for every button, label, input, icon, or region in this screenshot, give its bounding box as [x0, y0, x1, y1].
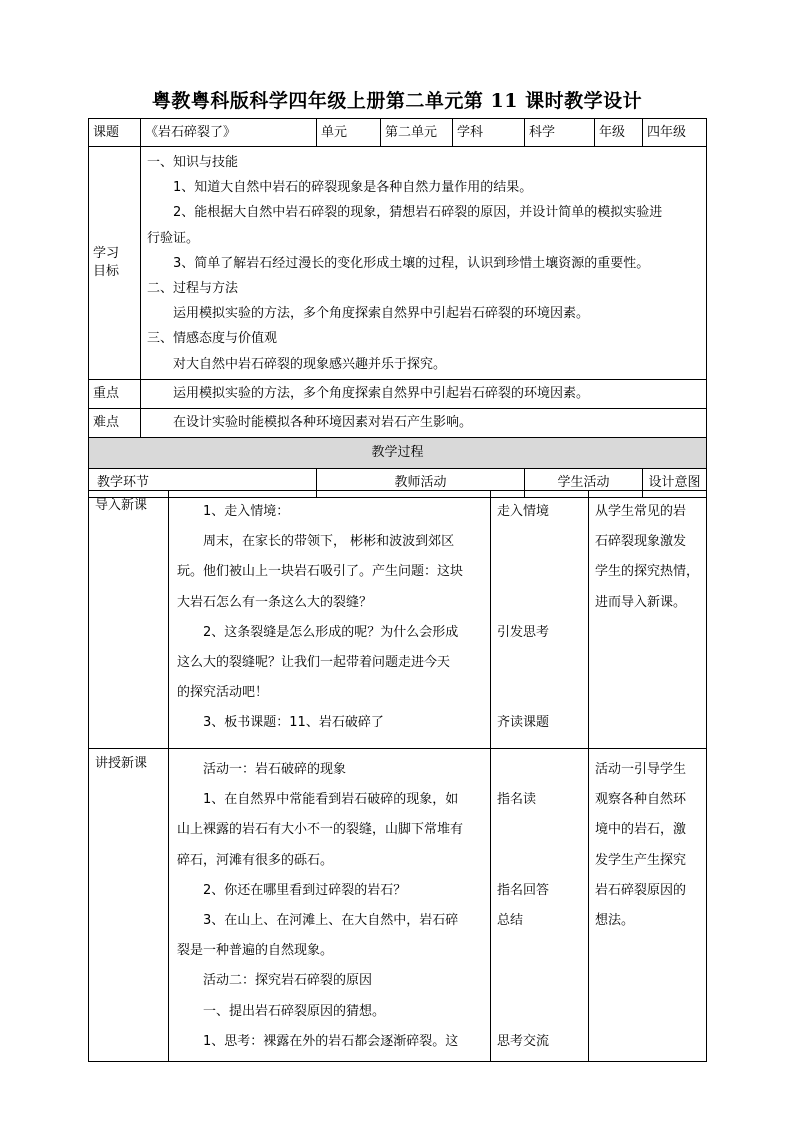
teacher-line: 玩。他们被山上一块岩石吸引了。产生问题：这块: [177, 564, 464, 580]
student-line: [497, 648, 582, 678]
stage-cell: 导入新课: [89, 491, 169, 749]
goals-line: 二、过程与方法: [147, 281, 239, 297]
subject-value: 科学: [525, 119, 595, 147]
process-row-new-lesson: [89, 749, 707, 1062]
goals-line: 运用模拟实验的方法，多个角度探索自然界中引起岩石碎裂的环境因素。: [173, 306, 590, 322]
student-line: 齐读课题: [497, 715, 550, 731]
key-point-value: 运用模拟实验的方法，多个角度探索自然界中引起岩石碎裂的环境因素。: [141, 379, 707, 408]
student-line: [497, 815, 582, 845]
unit-label: 单元: [317, 119, 381, 147]
difficulty-row: [89, 408, 707, 437]
teacher-line: 3、在山上、在河滩上、在大自然中，岩石碎: [203, 913, 459, 929]
teacher-line: 3、板书课题：11、岩石破碎了: [203, 715, 384, 731]
student-line: [497, 678, 582, 708]
goals-line: 3、简单了解岩石经过漫长的变化形成土壤的过程，认识到珍惜土壤资源的重要性。: [173, 255, 650, 271]
header-row: [89, 119, 707, 147]
lesson-plan-table: [88, 118, 707, 498]
unit-value: 第二单元: [381, 119, 453, 147]
teacher-activity: [169, 749, 491, 1062]
student-line: 引发思考: [497, 624, 550, 640]
goals-row: [89, 147, 707, 380]
teacher-line: 活动一：岩石破碎的现象: [203, 762, 347, 777]
stage-cell: 讲授新课: [89, 749, 169, 1062]
intent-line: 发学生产生探究: [595, 852, 687, 868]
intent-line: 观察各种自然环: [595, 792, 687, 808]
intent-line: 进而导入新课。: [595, 594, 687, 610]
student-line: [497, 846, 582, 876]
intent-line: 境中的岩石，激: [595, 822, 687, 838]
intent-line: 学生的探究热情，: [595, 564, 700, 580]
goals-label: [89, 147, 141, 380]
goals-content: [141, 147, 707, 380]
teacher-line: 一、提出岩石碎裂原因的猜想。: [203, 1003, 386, 1019]
teacher-activity: [169, 491, 491, 749]
teacher-line: 这么大的裂缝呢？让我们一起带着问题走进今天: [177, 655, 451, 671]
goals-line: 三、情感态度与价值观: [147, 331, 278, 347]
intent-line: 石碎裂现象激发: [595, 534, 687, 550]
teacher-line: 1、走入情境：: [203, 504, 290, 519]
goals-line: 对大自然中岩石碎裂的现象感兴趣并乐于探究。: [173, 356, 447, 372]
student-line: 思考交流: [497, 1033, 550, 1049]
goals-line: 2、能根据大自然中岩石碎裂的现象，猜想岩石碎裂的原因，并设计简单的模拟实验进: [173, 205, 663, 221]
lesson-label: 课题: [89, 119, 141, 147]
column-intent: 设计意图: [643, 468, 707, 497]
difficulty-value: 在设计实验时能模拟各种环境因素对岩石产生影响。: [141, 408, 707, 437]
process-title-row: [89, 437, 707, 468]
teacher-line: 2、你还在哪里看到过碎裂的岩石？: [203, 882, 407, 898]
teacher-line: 裂是一种普遍的自然现象。: [177, 943, 334, 959]
goals-label-line1: 学习: [93, 245, 120, 261]
grade-label: 年级: [595, 119, 643, 147]
teacher-line: 2、这条裂缝是怎么形成的呢？为什么会形成: [203, 624, 459, 640]
intent-line: 岩石碎裂原因的: [595, 882, 687, 898]
teacher-line: 的探究活动吧！: [177, 685, 269, 701]
process-row-intro: [89, 491, 707, 749]
key-point-label: 重点: [89, 379, 141, 408]
teacher-line: 1、在自然界中常能看到岩石破碎的现象，如: [203, 792, 459, 808]
student-line: [497, 557, 582, 587]
column-teacher: 教师活动: [317, 468, 525, 497]
intent-line: 活动一引导学生: [595, 762, 687, 777]
student-line: [497, 966, 582, 996]
process-title: 教学过程: [89, 437, 707, 468]
goals-label-line2: 目标: [93, 263, 120, 279]
student-line: [497, 527, 582, 557]
key-point-row: [89, 379, 707, 408]
design-intent: [589, 491, 707, 749]
teacher-line: 周末，在家长的带领下， 彬彬和波波到郊区: [203, 534, 455, 550]
student-line: [497, 755, 582, 785]
document-title: 粤教粤科版科学四年级上册第二单元第 11 课时教学设计: [151, 90, 643, 112]
student-activity: [491, 491, 589, 749]
student-line: [497, 588, 582, 618]
goals-line: 一、知识与技能: [147, 155, 239, 170]
process-table: [88, 490, 707, 1062]
student-activity: [491, 749, 589, 1062]
goals-line: 1、知道大自然中岩石的碎裂现象是各种自然力量作用的结果。: [173, 180, 533, 196]
student-line: 指名读: [497, 792, 537, 808]
student-line: 指名回答: [497, 882, 550, 898]
student-line: 走入情境: [497, 504, 550, 519]
student-line: 总结: [497, 913, 524, 929]
lesson-value: 《岩石碎裂了》: [141, 119, 317, 147]
difficulty-label: 难点: [89, 408, 141, 437]
teacher-line: 山上裸露的岩石有大小不一的裂缝，山脚下常堆有: [177, 822, 464, 838]
column-stage: 教学环节: [89, 468, 317, 497]
teacher-line: 1、思考：裸露在外的岩石都会逐渐碎裂。这: [203, 1033, 459, 1049]
student-line: [497, 997, 582, 1027]
teacher-line: 碎石，河滩有很多的砾石。: [177, 852, 334, 868]
intent-line: 从学生常见的岩: [595, 504, 687, 519]
subject-label: 学科: [453, 119, 525, 147]
goals-line: 行验证。: [147, 230, 200, 246]
intent-line: 想法。: [595, 913, 635, 929]
teacher-line: 活动二：探究岩石碎裂的原因: [203, 973, 373, 989]
design-intent: [589, 749, 707, 1062]
student-line: [497, 936, 582, 966]
teacher-line: 大岩石怎么有一条这么大的裂缝？: [177, 594, 373, 610]
column-student: 学生活动: [525, 468, 643, 497]
grade-value: 四年级: [643, 119, 707, 147]
